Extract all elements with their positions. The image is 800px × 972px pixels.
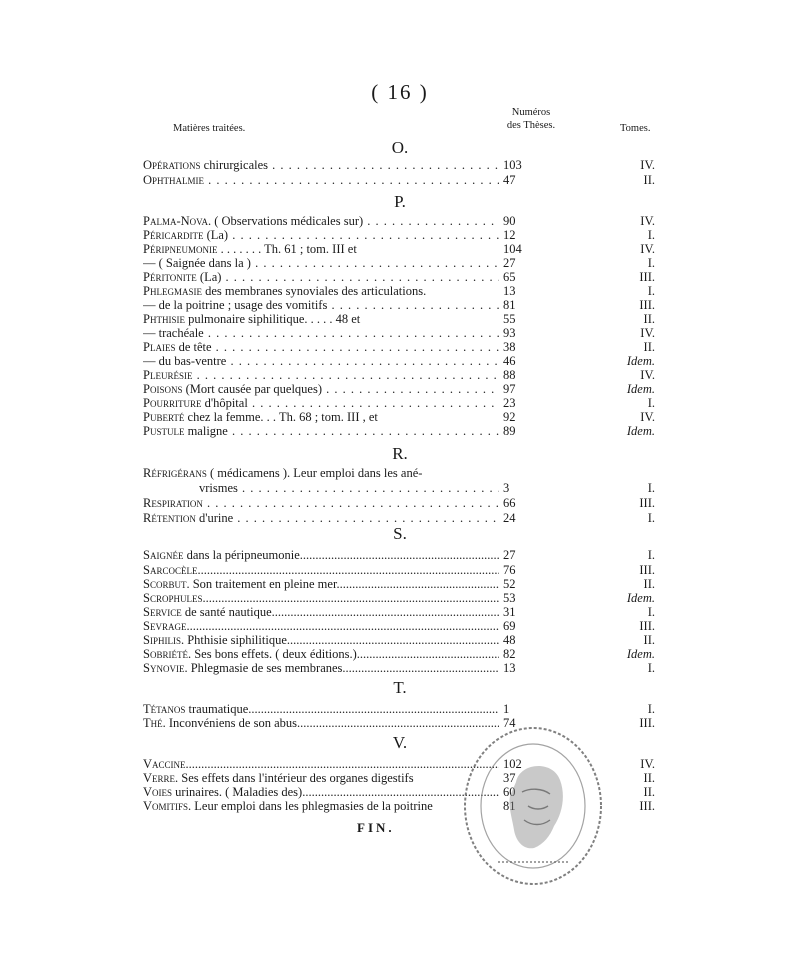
entry-tome: I. <box>647 661 655 675</box>
entry-number: 3 <box>503 481 510 495</box>
entry-head: Saignée <box>143 548 184 562</box>
entry-number: 81 <box>503 799 516 813</box>
entry-number: 55 <box>503 312 516 326</box>
entry-head: Sarcocèle <box>143 563 198 577</box>
entry-number: 89 <box>503 424 516 438</box>
entry-tome: II. <box>643 577 655 591</box>
section-letter: P. <box>394 192 406 211</box>
entry-number: 81 <box>503 298 516 312</box>
entry-tome: III. <box>639 799 655 813</box>
entry-rest: Inconvéniens de son abus <box>165 716 297 730</box>
entry-number: 102 <box>503 757 522 771</box>
entry-rest: ( Observations médicales sur) <box>211 214 364 228</box>
entry-tome: I. <box>647 256 655 270</box>
entry-tome: I. <box>647 548 655 562</box>
entry-head: Service <box>143 605 182 619</box>
entry-rest: Phlegmasie de ses membranes <box>187 661 343 675</box>
entry-number: 66 <box>503 496 516 510</box>
entry-head: Rétention <box>143 511 196 525</box>
entry-head: Phthisie <box>143 312 185 326</box>
entry-number: 65 <box>503 270 516 284</box>
entry-rest: ( médicamens ). Leur emploi dans les ané- <box>206 466 423 480</box>
entry-rest: chez la femme. . . Th. 68 ; tom. III , et <box>184 410 378 424</box>
entry-label <box>143 661 499 675</box>
entry-tome: IV. <box>640 242 655 256</box>
entry-label <box>143 757 499 771</box>
entry-number: 74 <box>503 716 516 730</box>
entry-number: 52 <box>503 577 516 591</box>
entry-number: 88 <box>503 368 516 382</box>
entry-rest: de santé nautique <box>181 605 272 619</box>
entry-tome: III. <box>639 298 655 312</box>
entry-label <box>143 619 499 633</box>
entry-number: 104 <box>503 242 522 256</box>
entry-number: 69 <box>503 619 516 633</box>
entry-number: 103 <box>503 158 522 172</box>
entry-tome: II. <box>643 785 655 799</box>
entry-head: Verre. <box>143 771 179 785</box>
entry-head: Sobriété. <box>143 647 192 661</box>
entry-rest: — de la poitrine ; usage des vomitifs <box>143 298 328 312</box>
entry-head: Plaies <box>143 340 176 354</box>
entry-tome: IV. <box>640 410 655 424</box>
entry-number: 93 <box>503 326 516 340</box>
entry-number: 82 <box>503 647 516 661</box>
page-number: ( 16 ) <box>371 80 429 104</box>
entry-number: 1 <box>503 702 510 716</box>
entry-tome: IV. <box>640 757 655 771</box>
entry-tome: II. <box>643 633 655 647</box>
entry-head: Scorbut. <box>143 577 190 591</box>
section-letter: T. <box>393 678 407 697</box>
entry-label <box>143 354 499 368</box>
entry-head: Pourriture <box>143 396 202 410</box>
entry-tome: I. <box>647 511 655 525</box>
entry-tome: II. <box>643 771 655 785</box>
entry-label <box>143 577 499 591</box>
entry-number: 97 <box>503 382 516 396</box>
entry-label <box>143 496 499 510</box>
entry-head: Vomitifs. <box>143 799 192 813</box>
entry-tome: I. <box>647 702 655 716</box>
entry-head: Péricardite <box>143 228 204 242</box>
entry-label <box>143 298 499 312</box>
entry-label <box>143 284 499 298</box>
entry-label <box>143 368 499 382</box>
entry-label <box>143 799 499 813</box>
entry-tome: I. <box>647 396 655 410</box>
entry-number: 60 <box>503 785 516 799</box>
entry-head: Voies <box>143 785 173 799</box>
entry-number: 12 <box>503 228 516 242</box>
entry-head: Pustule <box>143 424 185 438</box>
entry-head: Phlegmasie <box>143 284 202 298</box>
entry-tome: III. <box>639 563 655 577</box>
entry-tome: Idem. <box>626 647 655 661</box>
entry-head: Siphilis. <box>143 633 185 647</box>
entry-number: 23 <box>503 396 516 410</box>
entry-label <box>143 647 499 661</box>
entry-rest: d'urine <box>195 511 234 525</box>
entry-tome: I. <box>647 605 655 619</box>
entry-rest: maligne <box>184 424 228 438</box>
entry-label <box>143 481 499 495</box>
entry-head: Péritonite <box>143 270 197 284</box>
entry-head: Réfrigérans <box>143 466 207 480</box>
entry-label <box>143 326 499 340</box>
entry-rest: Ses bons effets. ( deux éditions.) <box>191 647 357 661</box>
entry-label <box>143 382 499 396</box>
entry-rest: Son traitement en pleine mer <box>189 577 337 591</box>
entry-tome: I. <box>647 228 655 242</box>
entry-label <box>143 785 499 799</box>
entry-label <box>143 270 499 284</box>
entry-label <box>143 771 499 785</box>
entry-rest: des membranes synoviales des articulations. <box>201 284 427 298</box>
entry-number: 27 <box>503 256 516 270</box>
entry-number: 90 <box>503 214 516 228</box>
entry-head: Puberté <box>143 410 185 424</box>
entry-label <box>143 312 499 326</box>
entry-number: 27 <box>503 548 516 562</box>
entry-number: 13 <box>503 661 516 675</box>
entry-rest: urinaires. ( Maladies des) <box>172 785 303 799</box>
entry-label <box>143 242 499 256</box>
entry-number: 31 <box>503 605 516 619</box>
entry-tome: IV. <box>640 158 655 172</box>
entry-label <box>143 228 499 242</box>
entry-label <box>143 633 499 647</box>
entry-head: Sevrage <box>143 619 187 633</box>
entry-rest: chirurgicales <box>200 158 268 172</box>
column-header-matters: Matières traitées. <box>173 123 246 134</box>
entry-number: 47 <box>503 173 516 187</box>
entry-number: 24 <box>503 511 516 525</box>
entry-tome: I. <box>647 284 655 298</box>
entry-tome: III. <box>639 619 655 633</box>
entry-head: Poisons <box>143 382 183 396</box>
entry-rest: . . . . . . . Th. 61 ; tom. III et <box>217 242 357 256</box>
entry-tome: IV. <box>640 368 655 382</box>
entry-rest: (La) <box>196 270 222 284</box>
entry-head: Scrophules <box>143 591 203 605</box>
entry-rest: — ( Saignée dans la ) <box>143 256 251 270</box>
entry-label <box>143 424 499 438</box>
entry-label <box>143 410 499 424</box>
entry-tome: III. <box>639 270 655 284</box>
end-mark: FIN. <box>357 820 395 835</box>
entry-rest: d'hôpital <box>201 396 248 410</box>
entry-rest: — trachéale <box>143 326 204 340</box>
section-letter: V. <box>392 733 408 752</box>
entry-tome: III. <box>639 496 655 510</box>
entry-label <box>143 466 499 480</box>
entry-head: Pleurésie <box>143 368 193 382</box>
entry-rest: (Mort causée par quelques) <box>182 382 322 396</box>
entry-label <box>143 716 499 730</box>
entry-tome: II. <box>643 173 655 187</box>
entry-head: Opérations <box>143 158 201 172</box>
entry-rest: de tête <box>175 340 212 354</box>
entry-label <box>143 214 499 228</box>
entry-tome: III. <box>639 716 655 730</box>
entry-rest: vrismes <box>199 481 238 495</box>
entry-head: Péripneumonie <box>143 242 218 256</box>
entry-label <box>143 340 499 354</box>
entry-label <box>143 563 499 577</box>
entry-rest: (La) <box>203 228 229 242</box>
entry-number: 46 <box>503 354 516 368</box>
entry-head: Ophthalmie <box>143 173 205 187</box>
entry-label <box>143 605 499 619</box>
entry-number: 92 <box>503 410 516 424</box>
entry-head: Respiration <box>143 496 203 510</box>
column-header-numbers-line1: Numéros <box>511 107 551 118</box>
entry-number: 37 <box>503 771 516 785</box>
entry-label <box>143 702 499 716</box>
column-header-tomes: Tomes. <box>620 123 651 134</box>
entry-tome: I. <box>647 481 655 495</box>
entry-head: Vaccine <box>143 757 186 771</box>
section-letter: S. <box>393 524 407 543</box>
section-letter: O. <box>391 138 409 157</box>
entry-label <box>143 173 499 187</box>
entry-tome: II. <box>643 312 655 326</box>
entry-tome: II. <box>643 340 655 354</box>
entry-label <box>143 591 499 605</box>
entry-number: 38 <box>503 340 516 354</box>
entry-rest: pulmonaire siphilitique. . . . . 48 et <box>184 312 361 326</box>
entry-rest: Phthisie siphilitique <box>184 633 287 647</box>
entry-tome: Idem. <box>626 354 655 368</box>
entry-tome: Idem. <box>626 382 655 396</box>
entry-label <box>143 396 499 410</box>
section-letter: R. <box>392 444 408 463</box>
entry-number: 76 <box>503 563 516 577</box>
entry-number: 53 <box>503 591 516 605</box>
entry-rest: dans la péripneumonie <box>183 548 300 562</box>
entry-tome: Idem. <box>626 591 655 605</box>
entry-rest: traumatique <box>185 702 249 716</box>
entry-label <box>143 158 499 172</box>
entry-number: 48 <box>503 633 516 647</box>
entry-rest: — du bas-ventre <box>143 354 227 368</box>
column-header-numbers-line2: des Thèses. <box>506 120 556 131</box>
column-header-numbers <box>496 106 566 132</box>
entry-head: Synovie. <box>143 661 188 675</box>
entry-label <box>143 256 499 270</box>
entry-tome: Idem. <box>626 424 655 438</box>
entry-tome: IV. <box>640 326 655 340</box>
entry-label <box>143 548 499 562</box>
entry-rest: Leur emploi dans les phlegmasies de la poitrine <box>191 799 433 813</box>
entry-head: Tétanos <box>143 702 186 716</box>
entry-number: 13 <box>503 284 516 298</box>
entry-label <box>143 511 499 525</box>
entry-tome: IV. <box>640 214 655 228</box>
entry-head: Thé. <box>143 716 166 730</box>
entry-head: Palma-Nova. <box>143 214 212 228</box>
library-stamp-icon <box>458 722 608 890</box>
entry-rest: Ses effets dans l'intérieur des organes digestifs <box>178 771 414 785</box>
